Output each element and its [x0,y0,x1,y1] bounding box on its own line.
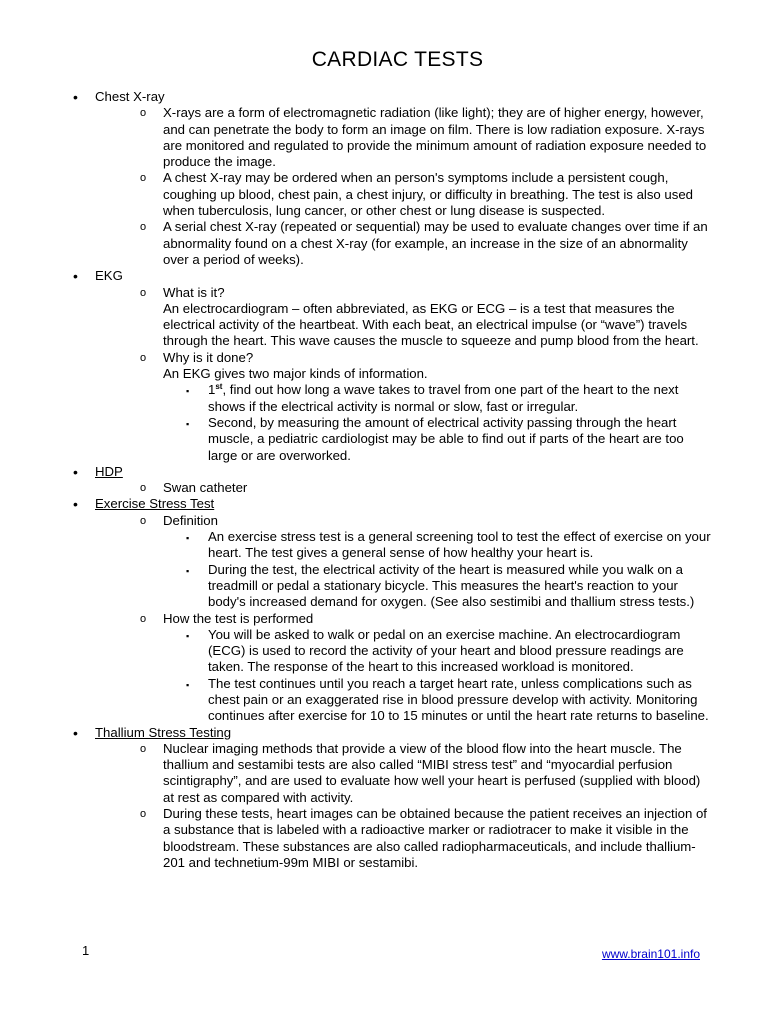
section-ekg [0,268,710,284]
section-hdp [0,464,710,480]
circle-marker: o [140,172,147,185]
paragraph-text: You will be asked to walk or pedal on an exercise machine. An electrocardiogram (ECG) is used to record the activity of your heart and blood pressure readings are taken. The response of the heart to this increased workload is monitored. [208,626,684,675]
list-item [0,350,711,383]
bullet-marker: • [73,496,78,513]
circle-marker: o [140,482,147,495]
paragraph-text: X-rays are a form of electromagnetic radiation (like light); they are of higher energy, however, and can penetrate the body to form an image on film. There is low radiation exposure. X-rays are monitored and regulated to provide the minimum amount of radiation exposure needed to produce the image. [163,105,707,170]
section-heading: Chest X-ray [95,89,165,104]
sub-list-item [0,676,711,725]
paragraph-text: An electrocardiogram – often abbreviated, as EKG or ECG – is a test that measures the electrical activity of the heartbeat. With each beat, an electrical impulse (or “wave”) travels through the heart. This wave causes the muscle to squeeze and pump blood from the heart. [163,300,699,349]
paragraph-text: A chest X-ray may be ordered when an person's symptoms include a persistent cough, coughing up blood, chest pain, a chest injury, or difficulty in breathing. The test is also used when tuberculosis, lung cancer, or other chest or lung disease is suspected. [163,170,694,219]
ordinal-suffix: st [215,382,223,392]
circle-marker: o [140,742,147,755]
list-item [0,741,711,806]
footer-link[interactable]: www.brain101.info [601,947,700,961]
section-heading: Thallium Stress Testing [95,724,232,740]
circle-marker: o [140,221,147,234]
sub-list-item [0,562,711,611]
paragraph-text: Swan catheter [163,480,248,496]
paragraph-text: Second, by measuring the amount of electrical activity passing through the heart muscle, a pediatric cardiologist may be able to find out if parts of the heart are too large or are overworked. [208,414,684,463]
square-marker: ▪ [186,386,190,397]
bullet-marker: • [73,463,78,480]
section-heading: HDP [95,463,123,479]
sub-list-item [0,627,711,676]
sub-list-item [0,382,711,415]
paragraph-text: During these tests, heart images can be obtained because the patient receives an injection of a substance that is labeled with a radioactive marker or radiotracer to make it visible in the bloodstream. These substances are also called radiopharmaceuticals, and include thallium-201 and technetium-99m MIBI or sestamibi. [163,806,707,870]
sub-list-item [0,415,711,464]
page-number: 1 [82,943,90,958]
list-item [0,480,711,496]
section-heading: Exercise Stress Test [95,496,215,512]
subheading-text: Definition [163,512,218,528]
circle-marker: o [140,612,147,625]
section-exercise-stress-test [0,496,710,512]
bullet-marker: • [73,89,78,105]
list-item [0,611,711,627]
paragraph-text: Nuclear imaging methods that provide a view of the blood flow into the heart muscle. The thallium and sestamibi tests are also called “MIBI stress test” and “myocardial perfusion scintigraphy”, and are used to evaluate how well your heart is perfused (supplied with blood) at rest as compared with activity. [163,740,701,805]
section-thallium-stress-testing [0,725,710,741]
list-item [0,219,711,268]
list-item [0,105,711,170]
list-item [0,513,711,529]
circle-marker: o [140,351,147,364]
page-title: CARDIAC TESTS [311,48,484,71]
square-marker: ▪ [186,533,190,544]
bullet-marker: • [73,724,78,741]
square-marker: ▪ [186,565,190,576]
circle-marker: o [140,286,147,299]
circle-marker: o [140,107,147,120]
document-body [0,89,768,871]
paragraph-text: During the test, the electrical activity of the heart is measured while you walk on a treadmill or pedal a stationary bicycle. This measures the heart's reaction to your body's increased demand for oxygen. (See also sestimibi and thallium stress tests.) [208,561,695,610]
bullet-marker: • [73,268,78,285]
section-heading: EKG [95,268,123,284]
list-item [0,170,711,219]
paragraph-text: The test continues until you reach a target heart rate, unless complications such as chest pain or an exaggerated rise in blood pressure develop with activity. Monitoring continues after exercise for 10 to 15 minutes or until the heart rate returns to baseline. [208,675,709,724]
paragraph-text: An EKG gives two major kinds of information. [163,366,428,382]
paragraph-text: A serial chest X-ray (repeated or sequential) may be used to evaluate changes over time if an abnormality found on a chest X-ray (for example, an increase in the size of an abnormality over a period of weeks). [163,219,708,267]
paragraph-text: , find out how long a wave takes to travel from one part of the heart to the next shows if the electrical activity is normal or slow, fast or irregular. [208,382,679,414]
square-marker: ▪ [186,630,190,641]
ordinal-number: 1 [208,382,216,398]
paragraph-text: An exercise stress test is a general screening tool to test the effect of exercise on your heart. The test gives a general sense of how healthy your heart is. [208,529,711,561]
section-chest-xray [0,89,710,105]
square-marker: ▪ [186,418,190,429]
circle-marker: o [140,808,147,821]
circle-marker: o [140,514,147,527]
list-item [0,806,711,871]
list-item [0,285,711,350]
question-text: Why is it done? [163,349,254,365]
sub-list-item [0,529,711,562]
subheading-text: How the test is performed [163,610,314,626]
square-marker: ▪ [186,679,190,690]
question-text: What is it? [163,284,225,300]
